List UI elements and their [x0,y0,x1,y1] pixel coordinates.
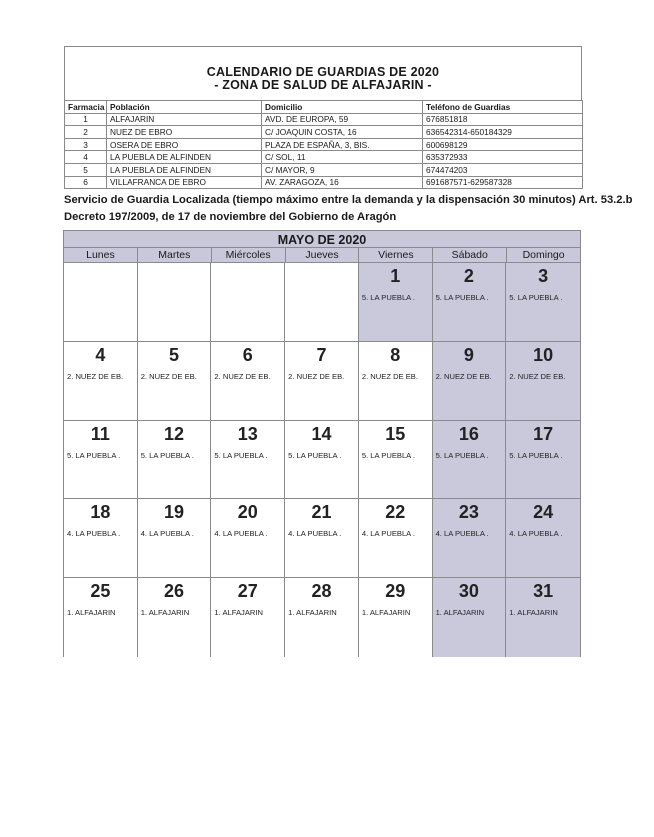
calendar-day-cell [64,421,138,500]
pharmacy-table [64,100,583,189]
day-number: 2 [463,266,474,286]
on-duty-pharmacy: 4. LA PUEBLA . [67,529,121,539]
pharmacy-phone: 636542314-650184329 [423,126,583,139]
on-duty-pharmacy: 1. ALFAJARIN [214,608,263,618]
calendar-day-cell [359,263,433,342]
table-row [65,151,583,164]
table-row [65,126,583,139]
document-title: CALENDARIO DE GUARDIAS DE 2020 [206,65,440,79]
day-number: 9 [463,344,474,365]
calendar-day-cell [138,263,212,342]
day-number: 3 [538,266,549,286]
day-number: 14 [311,423,332,444]
on-duty-pharmacy: 2. NUEZ DE EB. [435,371,492,381]
pharmacy-town: LA PUEBLA DE ALFINDEN [107,151,262,164]
table-row [65,113,583,126]
pharmacy-phone: 676851818 [423,113,583,126]
pharmacy-number: 6 [65,176,107,189]
on-duty-pharmacy: 2. NUEZ DE EB. [288,371,345,381]
day-number: 18 [90,502,111,523]
day-number: 26 [164,581,185,602]
table-row [65,176,583,189]
calendar-day-cell [64,578,138,657]
day-number: 12 [164,423,185,444]
calendar-grid [64,263,580,657]
pharmacy-address: PLAZA DE ESPAÑA, 3, BIS. [262,138,423,151]
calendar-day-cell [506,342,580,421]
pharmacy-town: ALFAJARIN [107,113,262,126]
calendar-day-cell [64,342,138,421]
calendar-day-cell [506,499,580,578]
calendar-day-cell [359,342,433,421]
pharmacy-phone: 635372933 [423,151,583,164]
document-header [64,46,582,101]
day-number: 7 [316,344,327,365]
day-number: 17 [533,423,554,444]
calendar-day-cell [359,578,433,657]
calendar-day-cell [433,342,507,421]
col-header-domicilio: Domicilio [262,101,423,114]
on-duty-pharmacy: 4. LA PUEBLA . [140,529,194,539]
day-number: 1 [390,266,401,286]
on-duty-pharmacy: 1. ALFAJARIN [67,608,116,618]
on-duty-pharmacy: 1. ALFAJARIN [140,608,190,618]
day-number: 29 [385,581,406,602]
calendar-day-cell [64,499,138,578]
pharmacy-number: 4 [65,151,107,164]
weekday-sunday: Domingo [507,248,580,262]
pharmacy-town: NUEZ DE EBRO [107,126,262,139]
on-duty-pharmacy: 5. LA PUEBLA . [67,450,121,460]
day-number: 21 [311,502,332,523]
day-number: 24 [533,502,554,523]
calendar-day-cell [64,263,138,342]
calendar-month-title: MAYO DE 2020 [64,231,580,248]
calendar-day-cell [138,421,212,500]
calendar-day-cell [211,421,285,500]
pharmacy-town: VILLAFRANCA DE EBRO [107,176,262,189]
weekday-header [64,248,580,263]
day-number: 15 [385,423,406,444]
on-duty-pharmacy: 5. LA PUEBLA . [140,450,194,460]
day-number: 4 [95,344,106,365]
weekday-wednesday: Miércoles [212,248,286,262]
calendar-day-cell [285,342,359,421]
day-number: 22 [385,502,406,523]
day-number: 5 [169,344,180,365]
pharmacy-town: OSERA DE EBRO [107,138,262,151]
calendar-day-cell [506,578,580,657]
table-row [65,138,583,151]
on-duty-pharmacy: 5. LA PUEBLA . [435,293,489,302]
on-duty-pharmacy: 5. LA PUEBLA . [288,450,342,460]
on-duty-pharmacy: 4. LA PUEBLA . [509,529,563,539]
on-duty-pharmacy: 5. LA PUEBLA . [214,450,268,460]
pharmacy-number: 5 [65,163,107,176]
on-duty-pharmacy: 2. NUEZ DE EB. [67,371,124,381]
pharmacy-number: 3 [65,138,107,151]
calendar-day-cell [211,499,285,578]
day-number: 10 [533,344,554,365]
calendar-day-cell [285,421,359,500]
on-duty-pharmacy: 4. LA PUEBLA . [288,529,342,539]
calendar-day-cell [211,342,285,421]
calendar-day-cell [285,499,359,578]
pharmacy-number: 2 [65,126,107,139]
calendar [63,230,581,657]
pharmacy-phone: 691687571-629587328 [423,176,583,189]
day-number: 6 [242,344,253,365]
day-number: 16 [458,423,479,444]
calendar-day-cell [285,578,359,657]
on-duty-pharmacy: 4. LA PUEBLA . [435,529,489,539]
document-subtitle: - ZONA DE SALUD DE ALFAJARIN - [214,78,432,92]
calendar-day-cell [211,263,285,342]
calendar-day-cell [138,499,212,578]
legal-note-line2: Decreto 197/2009, de 17 de noviembre del Gobierno de Aragón [64,211,397,223]
col-header-poblacion: Población [107,101,262,114]
pharmacy-address: AVD. DE EUROPA, 59 [262,113,423,126]
on-duty-pharmacy: 5. LA PUEBLA . [361,450,416,460]
weekday-friday: Viernes [359,248,433,262]
pharmacy-table-header [65,101,583,114]
on-duty-pharmacy: 2. NUEZ DE EB. [509,371,566,381]
calendar-day-cell [506,263,580,342]
on-duty-pharmacy: 1. ALFAJARIN [361,608,411,618]
pharmacy-phone: 674474203 [423,163,583,176]
day-number: 23 [458,502,479,523]
weekday-saturday: Sábado [433,248,507,262]
on-duty-pharmacy: 1. ALFAJARIN [509,608,558,618]
day-number: 20 [237,502,258,523]
pharmacy-phone: 600698129 [423,138,583,151]
calendar-day-cell [359,421,433,500]
weekday-thursday: Jueves [286,248,360,262]
calendar-day-cell [138,342,212,421]
on-duty-pharmacy: 4. LA PUEBLA . [214,529,268,539]
day-number: 30 [458,581,479,602]
on-duty-pharmacy: 4. LA PUEBLA . [361,529,416,539]
day-number: 25 [90,581,111,602]
pharmacy-address: AV. ZARAGOZA, 16 [262,176,423,189]
calendar-day-cell [506,421,580,500]
pharmacy-number: 1 [65,113,107,126]
calendar-day-cell [433,499,507,578]
on-duty-pharmacy: 1. ALFAJARIN [435,608,485,618]
day-number: 11 [90,423,110,444]
day-number: 19 [164,502,185,523]
day-number: 31 [533,581,554,602]
pharmacy-address: C/ SOL, 11 [262,151,423,164]
calendar-day-cell [285,263,359,342]
calendar-day-cell [433,578,507,657]
calendar-day-cell [211,578,285,657]
calendar-day-cell [138,578,212,657]
col-header-farmacia: Farmacia [65,101,107,114]
day-number: 8 [390,344,401,365]
day-number: 28 [311,581,332,602]
legal-note-line1: Servicio de Guardia Localizada (tiempo máximo entre la demanda y la dispensación 30 minutos) Art. 53.2.b [64,194,633,206]
on-duty-pharmacy: 5. LA PUEBLA . [509,293,563,302]
on-duty-pharmacy: 2. NUEZ DE EB. [361,371,418,381]
col-header-telefono: Teléfono de Guardias [423,101,583,114]
pharmacy-address: C/ MAYOR, 9 [262,163,423,176]
on-duty-pharmacy: 5. LA PUEBLA . [435,450,489,460]
pharmacy-address: C/ JOAQUIN COSTA, 16 [262,126,423,139]
calendar-day-cell [359,499,433,578]
table-row [65,163,583,176]
on-duty-pharmacy: 2. NUEZ DE EB. [140,371,197,381]
weekday-tuesday: Martes [138,248,212,262]
on-duty-pharmacy: 1. ALFAJARIN [288,608,337,618]
on-duty-pharmacy: 5. LA PUEBLA . [361,293,416,302]
pharmacy-town: LA PUEBLA DE ALFINDEN [107,163,262,176]
on-duty-pharmacy: 5. LA PUEBLA . [509,450,563,460]
day-number: 13 [237,423,258,444]
on-duty-pharmacy: 2. NUEZ DE EB. [214,371,271,381]
calendar-day-cell [433,263,507,342]
day-number: 27 [237,581,258,602]
calendar-day-cell [433,421,507,500]
weekday-monday: Lunes [64,248,138,262]
